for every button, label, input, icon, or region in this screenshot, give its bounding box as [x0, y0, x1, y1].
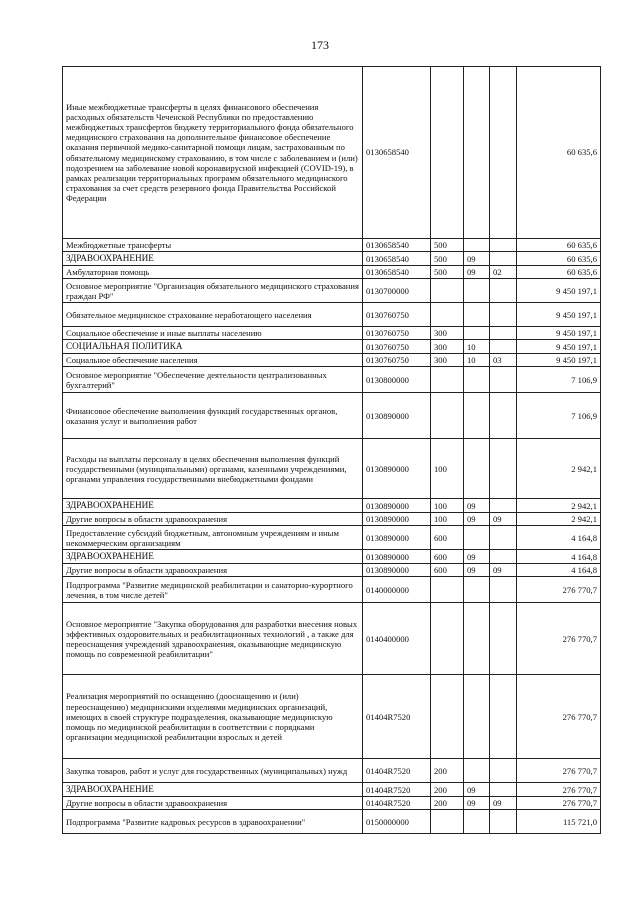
pr-cell	[490, 367, 517, 393]
name-cell: Социальное обеспечение населения	[63, 354, 363, 367]
vr-cell: 300	[431, 340, 464, 354]
vr-cell	[431, 577, 464, 603]
sum-cell: 115 721,0	[517, 810, 601, 834]
name-cell: Подпрограмма "Развитие кадровых ресурсов в здравоохранении"	[63, 810, 363, 834]
csr-cell: 0130890000	[363, 526, 431, 550]
vr-cell	[431, 303, 464, 327]
sum-cell: 276 770,7	[517, 783, 601, 797]
csr-cell: 0130760750	[363, 303, 431, 327]
table-row	[63, 252, 601, 266]
csr-cell: 0130890000	[363, 513, 431, 526]
csr-cell: 0130700000	[363, 279, 431, 303]
name-cell: Финансовое обеспечение выполнения функций государственных органов, оказания услуг и выполнения работ	[63, 393, 363, 439]
table-row	[63, 759, 601, 783]
sum-cell: 4 164,8	[517, 526, 601, 550]
table-row	[63, 239, 601, 252]
vr-cell: 200	[431, 783, 464, 797]
name-cell: ЗДРАВООХРАНЕНИЕ	[63, 499, 363, 513]
table-row	[63, 67, 601, 239]
rz-cell	[464, 239, 490, 252]
pr-cell	[490, 67, 517, 239]
table-row	[63, 577, 601, 603]
name-cell: Подпрограмма "Развитие медицинской реабилитации и санаторно-курортного лечения, в том числе детей"	[63, 577, 363, 603]
sum-cell: 9 450 197,1	[517, 354, 601, 367]
name-cell: Основное мероприятие "Закупка оборудования для разработки внесения новых эффективных оздоровительных и реабилитационных технологий , а также для переоснащения учреждений здравоохранения, оказывающие медицинскую помощь по современной реабилитации"	[63, 603, 363, 675]
vr-cell	[431, 603, 464, 675]
pr-cell	[490, 783, 517, 797]
sum-cell: 2 942,1	[517, 499, 601, 513]
rz-cell	[464, 603, 490, 675]
sum-cell: 7 106,9	[517, 367, 601, 393]
rz-cell: 10	[464, 340, 490, 354]
csr-cell: 0130890000	[363, 393, 431, 439]
budget-table	[62, 66, 601, 834]
vr-cell: 500	[431, 239, 464, 252]
table-row	[63, 303, 601, 327]
name-cell: СОЦИАЛЬНАЯ ПОЛИТИКА	[63, 340, 363, 354]
csr-cell: 0130890000	[363, 499, 431, 513]
table-row	[63, 327, 601, 340]
csr-cell: 01404R7520	[363, 797, 431, 810]
rz-cell	[464, 303, 490, 327]
name-cell: Амбулаторная помощь	[63, 266, 363, 279]
name-cell: Расходы на выплаты персоналу в целях обеспечения выполнения функций государственными (муниципальными) органами, казенными учреждениями, органами управления государственными внебюджетными фондами	[63, 439, 363, 499]
table-row	[63, 526, 601, 550]
vr-cell: 100	[431, 499, 464, 513]
name-cell: Предоставление субсидий бюджетным, автономным учреждениям и иным некоммерческим организациям	[63, 526, 363, 550]
pr-cell: 03	[490, 354, 517, 367]
csr-cell: 0130760750	[363, 340, 431, 354]
pr-cell	[490, 327, 517, 340]
csr-cell: 0130658540	[363, 67, 431, 239]
rz-cell: 09	[464, 513, 490, 526]
name-cell: Основное мероприятие "Организация обязательного медицинского страхования граждан РФ"	[63, 279, 363, 303]
name-cell: Другие вопросы в области здравоохранения	[63, 513, 363, 526]
sum-cell: 276 770,7	[517, 603, 601, 675]
sum-cell: 9 450 197,1	[517, 327, 601, 340]
sum-cell: 2 942,1	[517, 513, 601, 526]
rz-cell	[464, 327, 490, 340]
sum-cell: 60 635,6	[517, 239, 601, 252]
table-row	[63, 603, 601, 675]
vr-cell: 300	[431, 327, 464, 340]
name-cell: Основное мероприятие "Обеспечение деятельности централизованных бухгалтерий"	[63, 367, 363, 393]
vr-cell	[431, 810, 464, 834]
table-row	[63, 367, 601, 393]
pr-cell	[490, 675, 517, 759]
rz-cell: 09	[464, 550, 490, 564]
vr-cell: 500	[431, 252, 464, 266]
vr-cell	[431, 393, 464, 439]
csr-cell: 0130890000	[363, 550, 431, 564]
sum-cell: 276 770,7	[517, 759, 601, 783]
pr-cell: 09	[490, 797, 517, 810]
pr-cell	[490, 550, 517, 564]
table-row	[63, 340, 601, 354]
rz-cell: 09	[464, 783, 490, 797]
pr-cell: 09	[490, 564, 517, 577]
rz-cell	[464, 526, 490, 550]
csr-cell: 0130890000	[363, 564, 431, 577]
table-row	[63, 564, 601, 577]
table-row	[63, 513, 601, 526]
sum-cell: 9 450 197,1	[517, 340, 601, 354]
table-row	[63, 675, 601, 759]
rz-cell	[464, 810, 490, 834]
vr-cell: 600	[431, 526, 464, 550]
name-cell: Другие вопросы в области здравоохранения	[63, 797, 363, 810]
rz-cell	[464, 439, 490, 499]
pr-cell	[490, 577, 517, 603]
page-number: 173	[311, 38, 329, 52]
pr-cell	[490, 810, 517, 834]
csr-cell: 0130658540	[363, 266, 431, 279]
rz-cell	[464, 367, 490, 393]
table-row	[63, 550, 601, 564]
pr-cell	[490, 393, 517, 439]
budget-table-body	[63, 67, 601, 834]
pr-cell: 09	[490, 513, 517, 526]
rz-cell: 09	[464, 499, 490, 513]
rz-cell: 09	[464, 266, 490, 279]
vr-cell	[431, 367, 464, 393]
name-cell: Социальное обеспечение и иные выплаты населению	[63, 327, 363, 340]
table-row	[63, 354, 601, 367]
rz-cell	[464, 279, 490, 303]
rz-cell	[464, 577, 490, 603]
table-row	[63, 279, 601, 303]
name-cell: Межбюджетные трансферты	[63, 239, 363, 252]
rz-cell	[464, 67, 490, 239]
name-cell: ЗДРАВООХРАНЕНИЕ	[63, 783, 363, 797]
name-cell: Реализация мероприятий по оснащению (дооснащению и (или) переоснащению) медицинскими изделиями медицинских организаций, имеющих в своей структуре подразделения, оказывающие медицинскую помощь по медицинской реабилитации в соответствии с порядками организации медицинской реабилитации взрослых и детей	[63, 675, 363, 759]
rz-cell	[464, 759, 490, 783]
pr-cell	[490, 252, 517, 266]
pr-cell	[490, 499, 517, 513]
csr-cell: 01404R7520	[363, 675, 431, 759]
sum-cell: 9 450 197,1	[517, 303, 601, 327]
sum-cell: 60 635,6	[517, 67, 601, 239]
sum-cell: 9 450 197,1	[517, 279, 601, 303]
name-cell: Другие вопросы в области здравоохранения	[63, 564, 363, 577]
sum-cell: 60 635,6	[517, 252, 601, 266]
table-row	[63, 266, 601, 279]
table-row	[63, 797, 601, 810]
rz-cell	[464, 393, 490, 439]
csr-cell: 01404R7520	[363, 783, 431, 797]
rz-cell: 09	[464, 797, 490, 810]
csr-cell: 01404R7520	[363, 759, 431, 783]
vr-cell: 200	[431, 797, 464, 810]
sum-cell: 4 164,8	[517, 550, 601, 564]
vr-cell: 600	[431, 564, 464, 577]
pr-cell	[490, 239, 517, 252]
csr-cell: 0130760750	[363, 354, 431, 367]
pr-cell	[490, 279, 517, 303]
pr-cell	[490, 439, 517, 499]
name-cell: Обязательное медицинское страхование неработающего населения	[63, 303, 363, 327]
rz-cell	[464, 675, 490, 759]
vr-cell: 100	[431, 513, 464, 526]
table-row	[63, 810, 601, 834]
name-cell: Иные межбюджетные трансферты в целях финансового обеспечения расходных обязательств Чеченской Республики по предоставлению межбюджетных трансфертов бюджету территориального фонда обязательного медицинского страхования на дополнительное финансовое обеспечение оказания первичной медико-санитарной помощи лицам, застрахованным по обязательному медицинскому страхованию, в том числе с заболеванием и (или) подозрением на заболевание новой коронавирусной инфекцией (COVID-19), в рамках реализации территориальных программ обязательного медицинского страхования за счет средств резервного фонда Правительства Российской Федерации	[63, 67, 363, 239]
csr-cell: 0130658540	[363, 252, 431, 266]
sum-cell: 276 770,7	[517, 577, 601, 603]
sum-cell: 2 942,1	[517, 439, 601, 499]
vr-cell	[431, 279, 464, 303]
pr-cell	[490, 759, 517, 783]
vr-cell: 100	[431, 439, 464, 499]
sum-cell: 60 635,6	[517, 266, 601, 279]
vr-cell: 300	[431, 354, 464, 367]
name-cell: Закупка товаров, работ и услуг для государственных (муниципальных) нужд	[63, 759, 363, 783]
pr-cell	[490, 526, 517, 550]
sum-cell: 276 770,7	[517, 675, 601, 759]
sum-cell: 7 106,9	[517, 393, 601, 439]
vr-cell: 500	[431, 266, 464, 279]
sum-cell: 276 770,7	[517, 797, 601, 810]
vr-cell	[431, 675, 464, 759]
table-row	[63, 783, 601, 797]
pr-cell	[490, 603, 517, 675]
vr-cell	[431, 67, 464, 239]
pr-cell: 02	[490, 266, 517, 279]
csr-cell: 0140400000	[363, 603, 431, 675]
rz-cell: 09	[464, 564, 490, 577]
sum-cell: 4 164,8	[517, 564, 601, 577]
table-row	[63, 393, 601, 439]
vr-cell: 600	[431, 550, 464, 564]
pr-cell	[490, 340, 517, 354]
vr-cell: 200	[431, 759, 464, 783]
csr-cell: 0150000000	[363, 810, 431, 834]
rz-cell: 10	[464, 354, 490, 367]
csr-cell: 0130760750	[363, 327, 431, 340]
name-cell: ЗДРАВООХРАНЕНИЕ	[63, 550, 363, 564]
table-row	[63, 499, 601, 513]
csr-cell: 0130800000	[363, 367, 431, 393]
pr-cell	[490, 303, 517, 327]
name-cell: ЗДРАВООХРАНЕНИЕ	[63, 252, 363, 266]
csr-cell: 0130658540	[363, 239, 431, 252]
table-row	[63, 439, 601, 499]
csr-cell: 0140000000	[363, 577, 431, 603]
rz-cell: 09	[464, 252, 490, 266]
csr-cell: 0130890000	[363, 439, 431, 499]
